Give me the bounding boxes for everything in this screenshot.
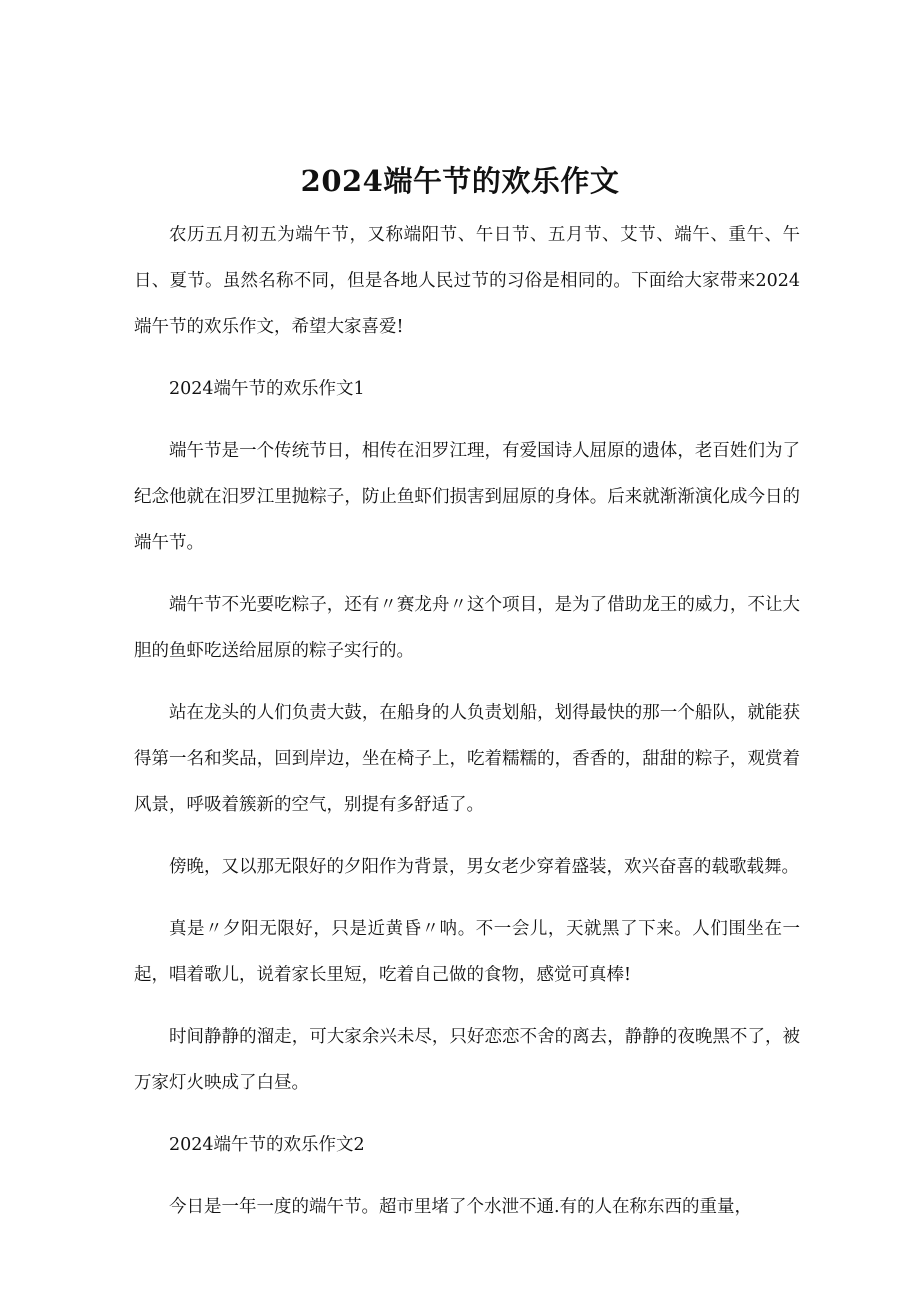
document-body <box>134 212 800 1246</box>
body-paragraph: 今日是一年一度的端午节。超市里堵了个水泄不通.有的人在称东西的重量， <box>169 1197 753 1217</box>
body-paragraph: 端午节是一个传统节日，相传在汨罗江理，有爱国诗人屈原的遗体，老百姓们为了纪念他就在汨罗江里抛粽子，防止鱼虾们损害到屈原的身体。后来就渐渐演化成今日的端午节。 <box>134 441 800 553</box>
section-heading-1: 2024端午节的欢乐作文1 <box>169 379 365 399</box>
body-paragraph: 真是〃夕阳无限好，只是近黄昏〃呐。不一会儿，天就黑了下来。人们围坐在一起，唱着歌儿，说着家长里短，吃着自己做的食物，感觉可真棒! <box>134 919 800 985</box>
body-paragraph: 站在龙头的人们负责大鼓，在船身的人负责划船，划得最快的那一个船队，就能获得第一名和奖品，回到岸边，坐在椅子上，吃着糯糯的，香香的，甜甜的粽子，观赏着风景，呼吸着簇新的空气，别提有多舒适了。 <box>134 703 800 815</box>
intro-paragraph: 农历五月初五为端午节，又称端阳节、午日节、五月节、艾节、端午、重午、午日、夏节。虽然名称不同，但是各地人民过节的习俗是相同的。下面给大家带来2024端午节的欢乐作文，希望大家喜爱! <box>134 225 800 337</box>
body-paragraph: 时间静静的溜走，可大家余兴未尽，只好恋恋不舍的离去，静静的夜晚黑不了，被万家灯火映成了白昼。 <box>134 1027 800 1093</box>
section-heading-2: 2024端午节的欢乐作文2 <box>169 1135 365 1155</box>
document-title: 2024端午节的欢乐作文 <box>300 164 620 199</box>
body-paragraph: 端午节不光要吃粽子，还有〃赛龙舟〃这个项目，是为了借助龙王的威力，不让大胆的鱼虾吃送给屈原的粽子实行的。 <box>134 595 800 661</box>
body-paragraph: 傍晚，又以那无限好的夕阳作为背景，男女老少穿着盛装，欢兴奋喜的载歌载舞。 <box>169 857 799 877</box>
